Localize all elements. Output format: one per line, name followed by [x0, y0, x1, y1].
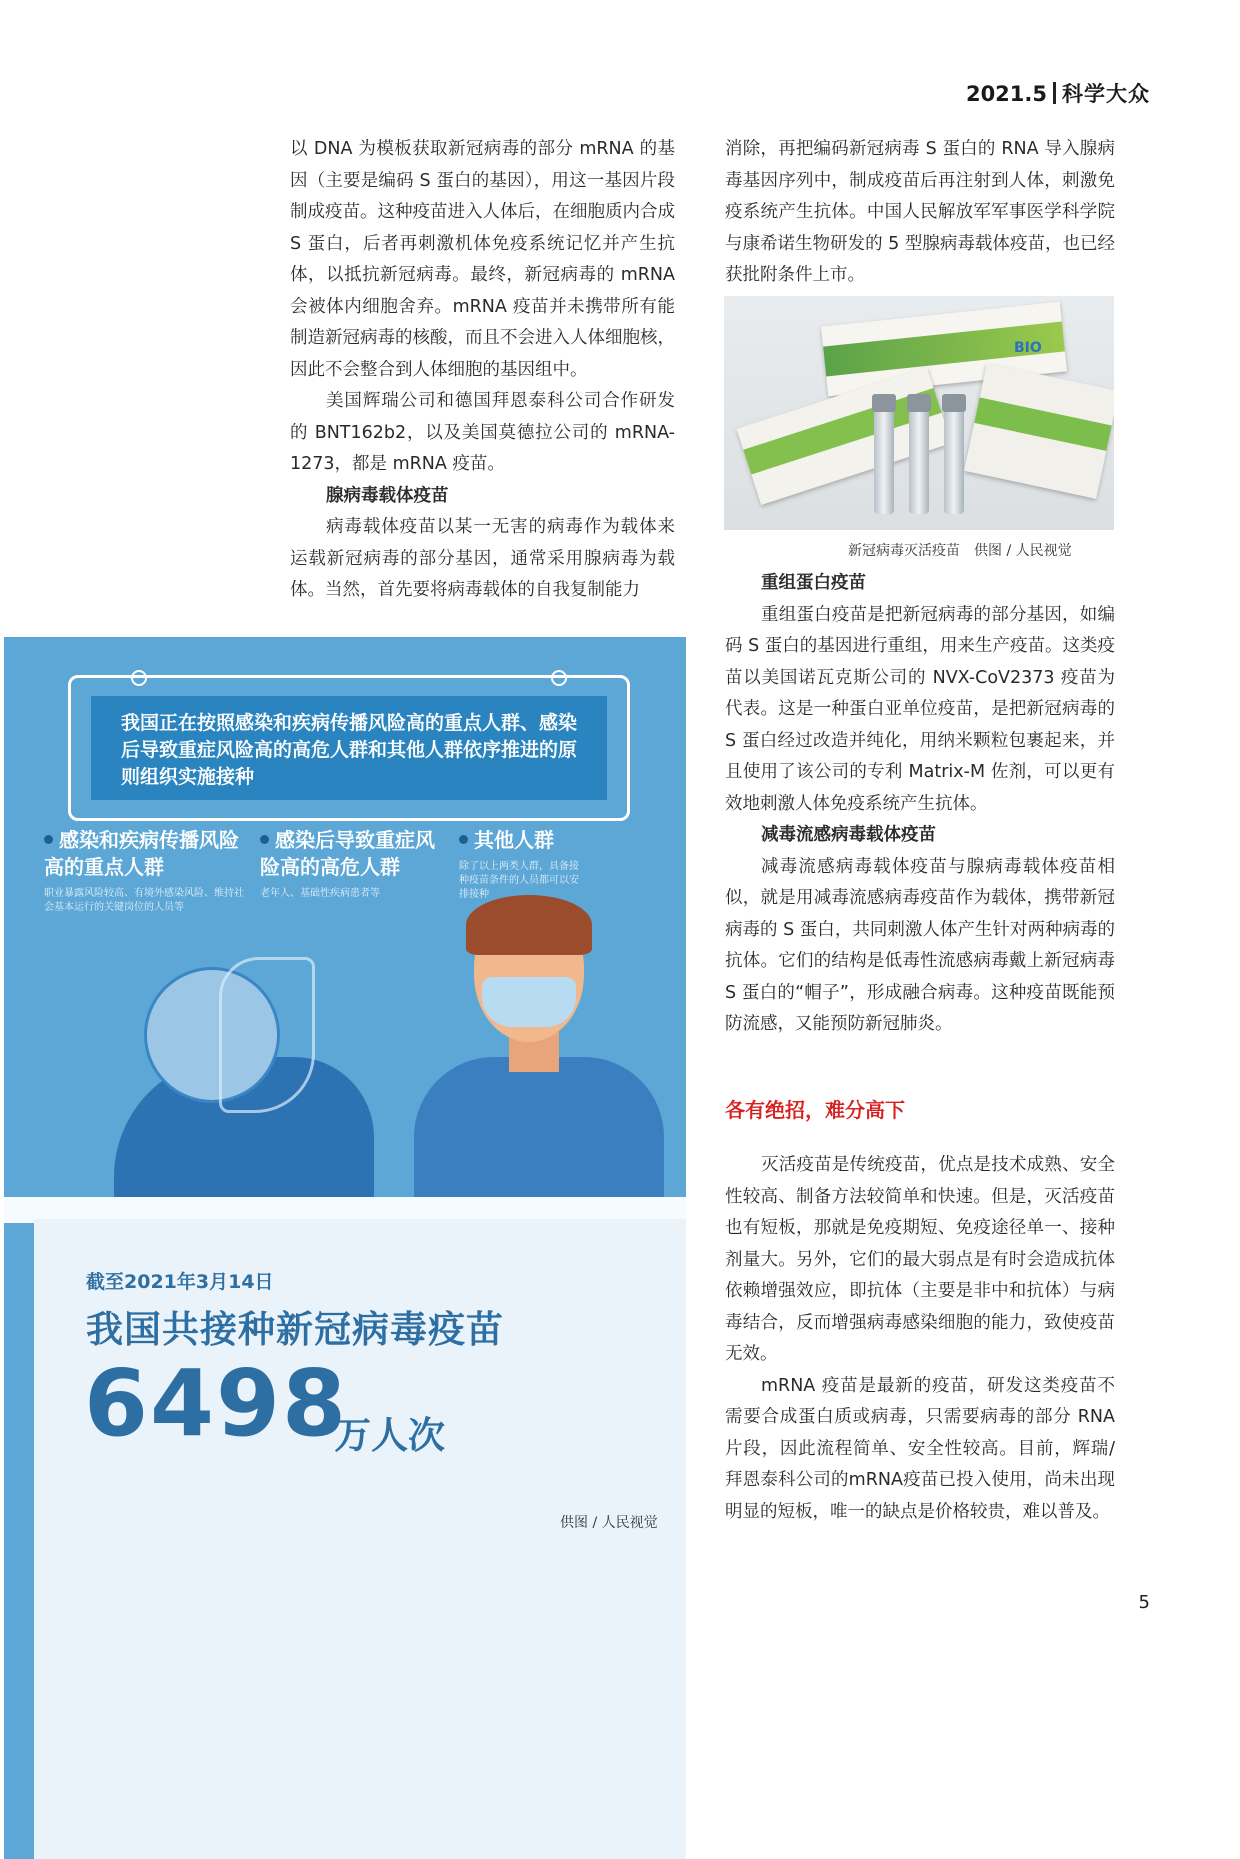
paragraph: 灭活疫苗是传统疫苗，优点是技术成熟、安全性较高、制备方法较简单和快速。但是，灭活疫苗也有短板，那就是免疫期短、免疫途径单一、接种剂量大。另外，它们的最大弱点是有时会造成抗体依赖增强效应，即抗体（主要是非中和抗体）与病毒结合，反而增强病毒感染细胞的能力，致使疫苗无效。	[725, 1155, 1115, 1364]
priority-group	[260, 827, 450, 901]
paragraph: mRNA 疫苗是最新的疫苗，研发这类疫苗不需要合成蛋白质或病毒，只需要病毒的部分 RNA 片段，因此流程简单、安全性较高。目前，辉瑞/拜恩泰科公司的mRNA疫苗已投入使用，尚未出现明显的短板，唯一的缺点是价格较贵，难以普及。	[725, 1375, 1115, 1522]
paragraph: 消除，再把编码新冠病毒 S 蛋白的 RNA 导入腺病毒基因序列中，制成疫苗后再注射到人体，刺激免疫系统产生抗体。中国人民解放军军事医学科学院与康希诺生物研发的 5 型腺病毒载体疫苗，也已经获批附条件上市。	[725, 139, 1115, 285]
page-header	[966, 78, 1150, 108]
notice-board	[68, 675, 630, 821]
vial	[944, 404, 964, 514]
subheading: 减毒流感病毒载体疫苗	[761, 825, 936, 845]
subheading: 腺病毒载体疫苗	[326, 485, 449, 506]
right-column-top	[725, 134, 1115, 292]
group-title: 其他人群	[474, 828, 554, 852]
board-text: 我国正在按照感染和疾病传播风险高的重点人群、感染后导致重症风险高的高危人群和其他人群依序推进的原则组织实施接种	[121, 712, 578, 788]
group-title: 感染后导致重症风险高的高危人群	[260, 828, 435, 879]
group-description: 老年人、基础性疾病患者等	[260, 888, 380, 899]
statistic-date: 截至2021年3月14日	[86, 1271, 274, 1293]
vial	[874, 404, 894, 514]
statistic-unit: 万人次	[334, 1414, 445, 1457]
photo-caption: 新冠病毒灭活疫苗 供图 / 人民视觉	[848, 543, 1072, 559]
face-shield	[219, 957, 315, 1113]
vial	[909, 404, 929, 514]
page-number: 5	[1138, 1592, 1150, 1613]
left-column	[290, 134, 675, 607]
paragraph: 美国辉瑞公司和德国拜恩泰科公司合作研发的 BNT162b2，以及美国莫德拉公司的 mRNA-1273，都是 mRNA 疫苗。	[290, 391, 675, 474]
right-column-middle	[725, 568, 1115, 1041]
paragraph: 以 DNA 为模板获取新冠病毒的部分 mRNA 的基因（主要是编码 S 蛋白的基因），用这一基因片段制成疫苗。这种疫苗进入人体后，在细胞质内合成 S 蛋白，后者再刺激机体免疫系统记忆并产生抗体，以抵抗新冠病毒。最终，新冠病毒的 mRNA 会被体内细胞舍弃。mRNA 疫苗并未携带所有能制造新冠病毒的核酸，而且不会进入人体细胞核，因此不会整合到人体细胞的基因组中。	[290, 139, 675, 380]
right-column-bottom	[725, 1150, 1115, 1528]
vaccination-poster	[4, 637, 686, 1859]
statistic-headline: 我国共接种新冠病毒疫苗	[86, 1308, 504, 1351]
section-title: 各有绝招，难分高下	[725, 1098, 905, 1122]
group-description: 除了以上两类人群，具备接种疫苗条件的人员都可以安排接种	[459, 861, 579, 900]
face-mask	[482, 977, 576, 1027]
group-description: 职业暴露风险较高、有境外感染风险、维持社会基本运行的关键岗位的人员等	[44, 888, 244, 913]
paragraph: 重组蛋白疫苗是把新冠病毒的部分基因，如编码 S 蛋白的基因进行重组，用来生产疫苗。这类疫苗以美国诺瓦克斯公司的 NVX-CoV2373 疫苗为代表。这是一种蛋白亚单位疫苗，是把新冠病毒的 S 蛋白经过改造并纯化，用纳米颗粒包裹起来，并且使用了该公司的专利 Matrix-M 佐剂，可以更有效地刺激人体免疫系统产生抗体。	[725, 604, 1115, 814]
poster-caption: 供图 / 人民视觉	[560, 1515, 658, 1531]
paragraph: 减毒流感病毒载体疫苗与腺病毒载体疫苗相似，就是用减毒流感病毒疫苗作为载体，携带新冠病毒的 S 蛋白，共同刺激人体产生针对两种病毒的抗体。它们的结构是低毒性流感病毒戴上新冠病毒 S 蛋白的“帽子”，形成融合病毒。这种疫苗既能预防流感，又能预防新冠肺炎。	[725, 856, 1115, 1034]
paragraph: 病毒载体疫苗以某一无害的病毒作为载体来运载新冠病毒的部分基因，通常采用腺病毒为载体。当然，首先要将病毒载体的自我复制能力	[290, 517, 675, 600]
header-divider	[1053, 82, 1056, 104]
vaccine-photo	[724, 296, 1114, 530]
patient-hair	[466, 895, 592, 955]
vaccine-box	[964, 363, 1114, 499]
issue-number: 2021.5	[965, 82, 1047, 106]
box-logo: BIO	[1014, 340, 1042, 356]
subheading: 重组蛋白疫苗	[761, 573, 866, 593]
priority-group	[44, 827, 244, 915]
group-title: 感染和疾病传播风险高的重点人群	[44, 828, 239, 879]
priority-group	[459, 827, 579, 902]
statistic-number: 6498	[84, 1350, 349, 1457]
magazine-name: 科学大众	[1062, 81, 1150, 106]
